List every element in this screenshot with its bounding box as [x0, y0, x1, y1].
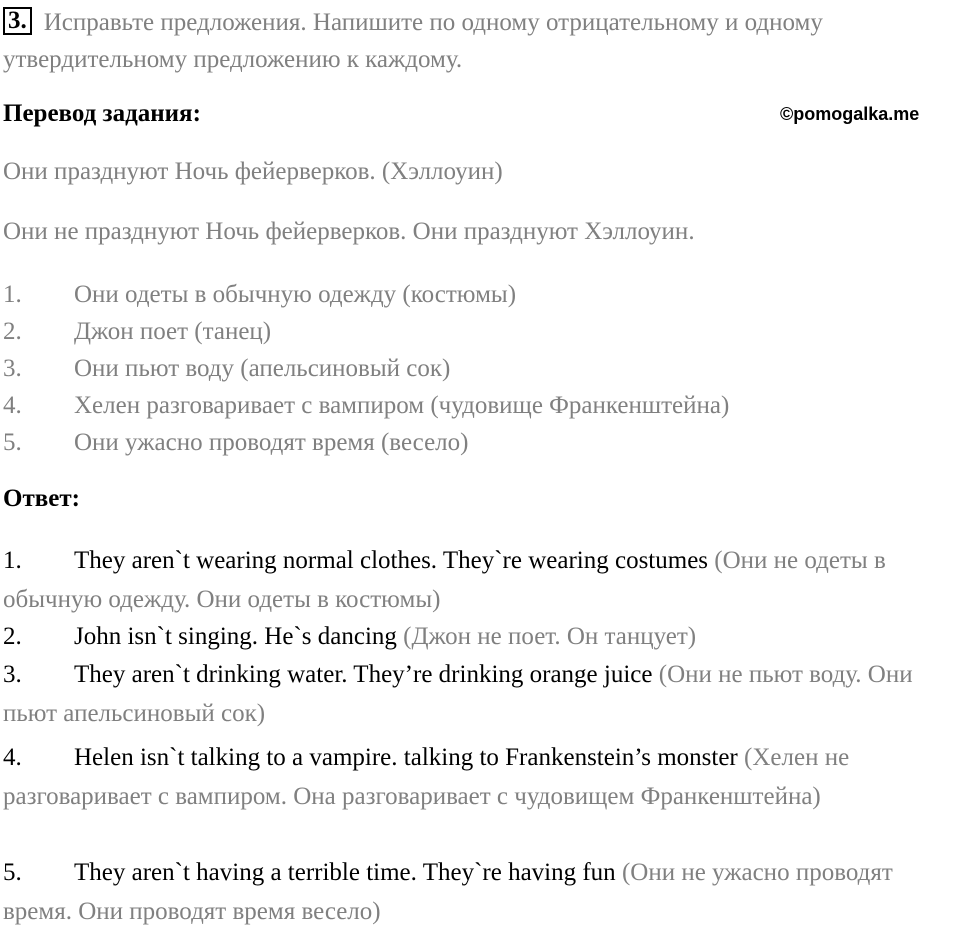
- list-item-text: Они ужасно проводят время (весело): [74, 429, 469, 456]
- translation-list: [3, 276, 729, 461]
- answer-english: John isn`t singing. He`s dancing: [74, 623, 397, 650]
- list-item-number: 5.: [3, 429, 22, 456]
- answer-english: They aren`t drinking water. They’re drinking orange juice: [74, 661, 653, 688]
- answer-item-2: [3, 617, 953, 656]
- example-sentence: Они празднуют Ночь фейерверков. (Хэллоуин): [3, 158, 503, 185]
- answer-item-1: [3, 541, 953, 619]
- answer-item-5: [3, 853, 953, 931]
- answer-russian: (Хелен не разговаривает с вампиром. Она разговаривает с чудовищем Франкенштейна): [3, 744, 850, 810]
- list-item-text: Джон поет (танец): [74, 318, 272, 345]
- task-text: Исправьте предложения. Напишите по одному отрицательному и одному утвердительному предложению к каждому.: [3, 9, 823, 73]
- task-number: 3.: [3, 7, 32, 35]
- answer-russian: (Они не пьют воду. Они пьют апельсиновый сок): [3, 661, 913, 727]
- list-item: [3, 276, 729, 313]
- answer-english: Helen isn`t talking to a vampire. talking to Frankenstein’s monster: [74, 744, 738, 771]
- answer-russian: (Джон не поет. Он танцует): [396, 623, 697, 650]
- list-item: [3, 350, 729, 387]
- list-item: [3, 424, 729, 461]
- answer-item-3: [3, 655, 953, 733]
- list-item: [3, 387, 729, 424]
- list-item: [3, 313, 729, 350]
- example-answer: Они не празднуют Ночь фейерверков. Они празднуют Хэллоуин.: [3, 218, 695, 245]
- answer-russian: (Они не одеты в обычную одежду. Они одеты в костюмы): [3, 547, 886, 613]
- answer-english: They aren`t wearing normal clothes. They`re wearing costumes: [74, 547, 709, 574]
- list-item-text: Они одеты в обычную одежду (костюмы): [74, 281, 517, 308]
- answer-number: 2.: [3, 623, 22, 650]
- answer-number: 5.: [3, 859, 22, 886]
- answer-number: 1.: [3, 547, 22, 574]
- answer-russian: (Они не ужасно проводят время. Они проводят время весело): [3, 859, 893, 925]
- list-item-number: 1.: [3, 281, 22, 308]
- list-item-text: Они пьют воду (апельсиновый сок): [74, 355, 451, 382]
- list-item-number: 2.: [3, 318, 22, 345]
- answer-number: 4.: [3, 744, 22, 771]
- answer-english: They aren`t having a terrible time. They`re having fun: [74, 859, 616, 886]
- answer-item-4: [3, 738, 953, 816]
- answer-number: 3.: [3, 661, 22, 688]
- answer-heading: Ответ:: [3, 485, 80, 512]
- list-item-text: Хелен разговаривает с вампиром (чудовище Франкенштейна): [74, 392, 730, 419]
- watermark: ©pomogalka.me: [780, 104, 920, 124]
- list-item-number: 3.: [3, 355, 22, 382]
- list-item-number: 4.: [3, 392, 22, 419]
- task-statement: [3, 4, 958, 78]
- translation-heading: Перевод задания:: [3, 100, 201, 127]
